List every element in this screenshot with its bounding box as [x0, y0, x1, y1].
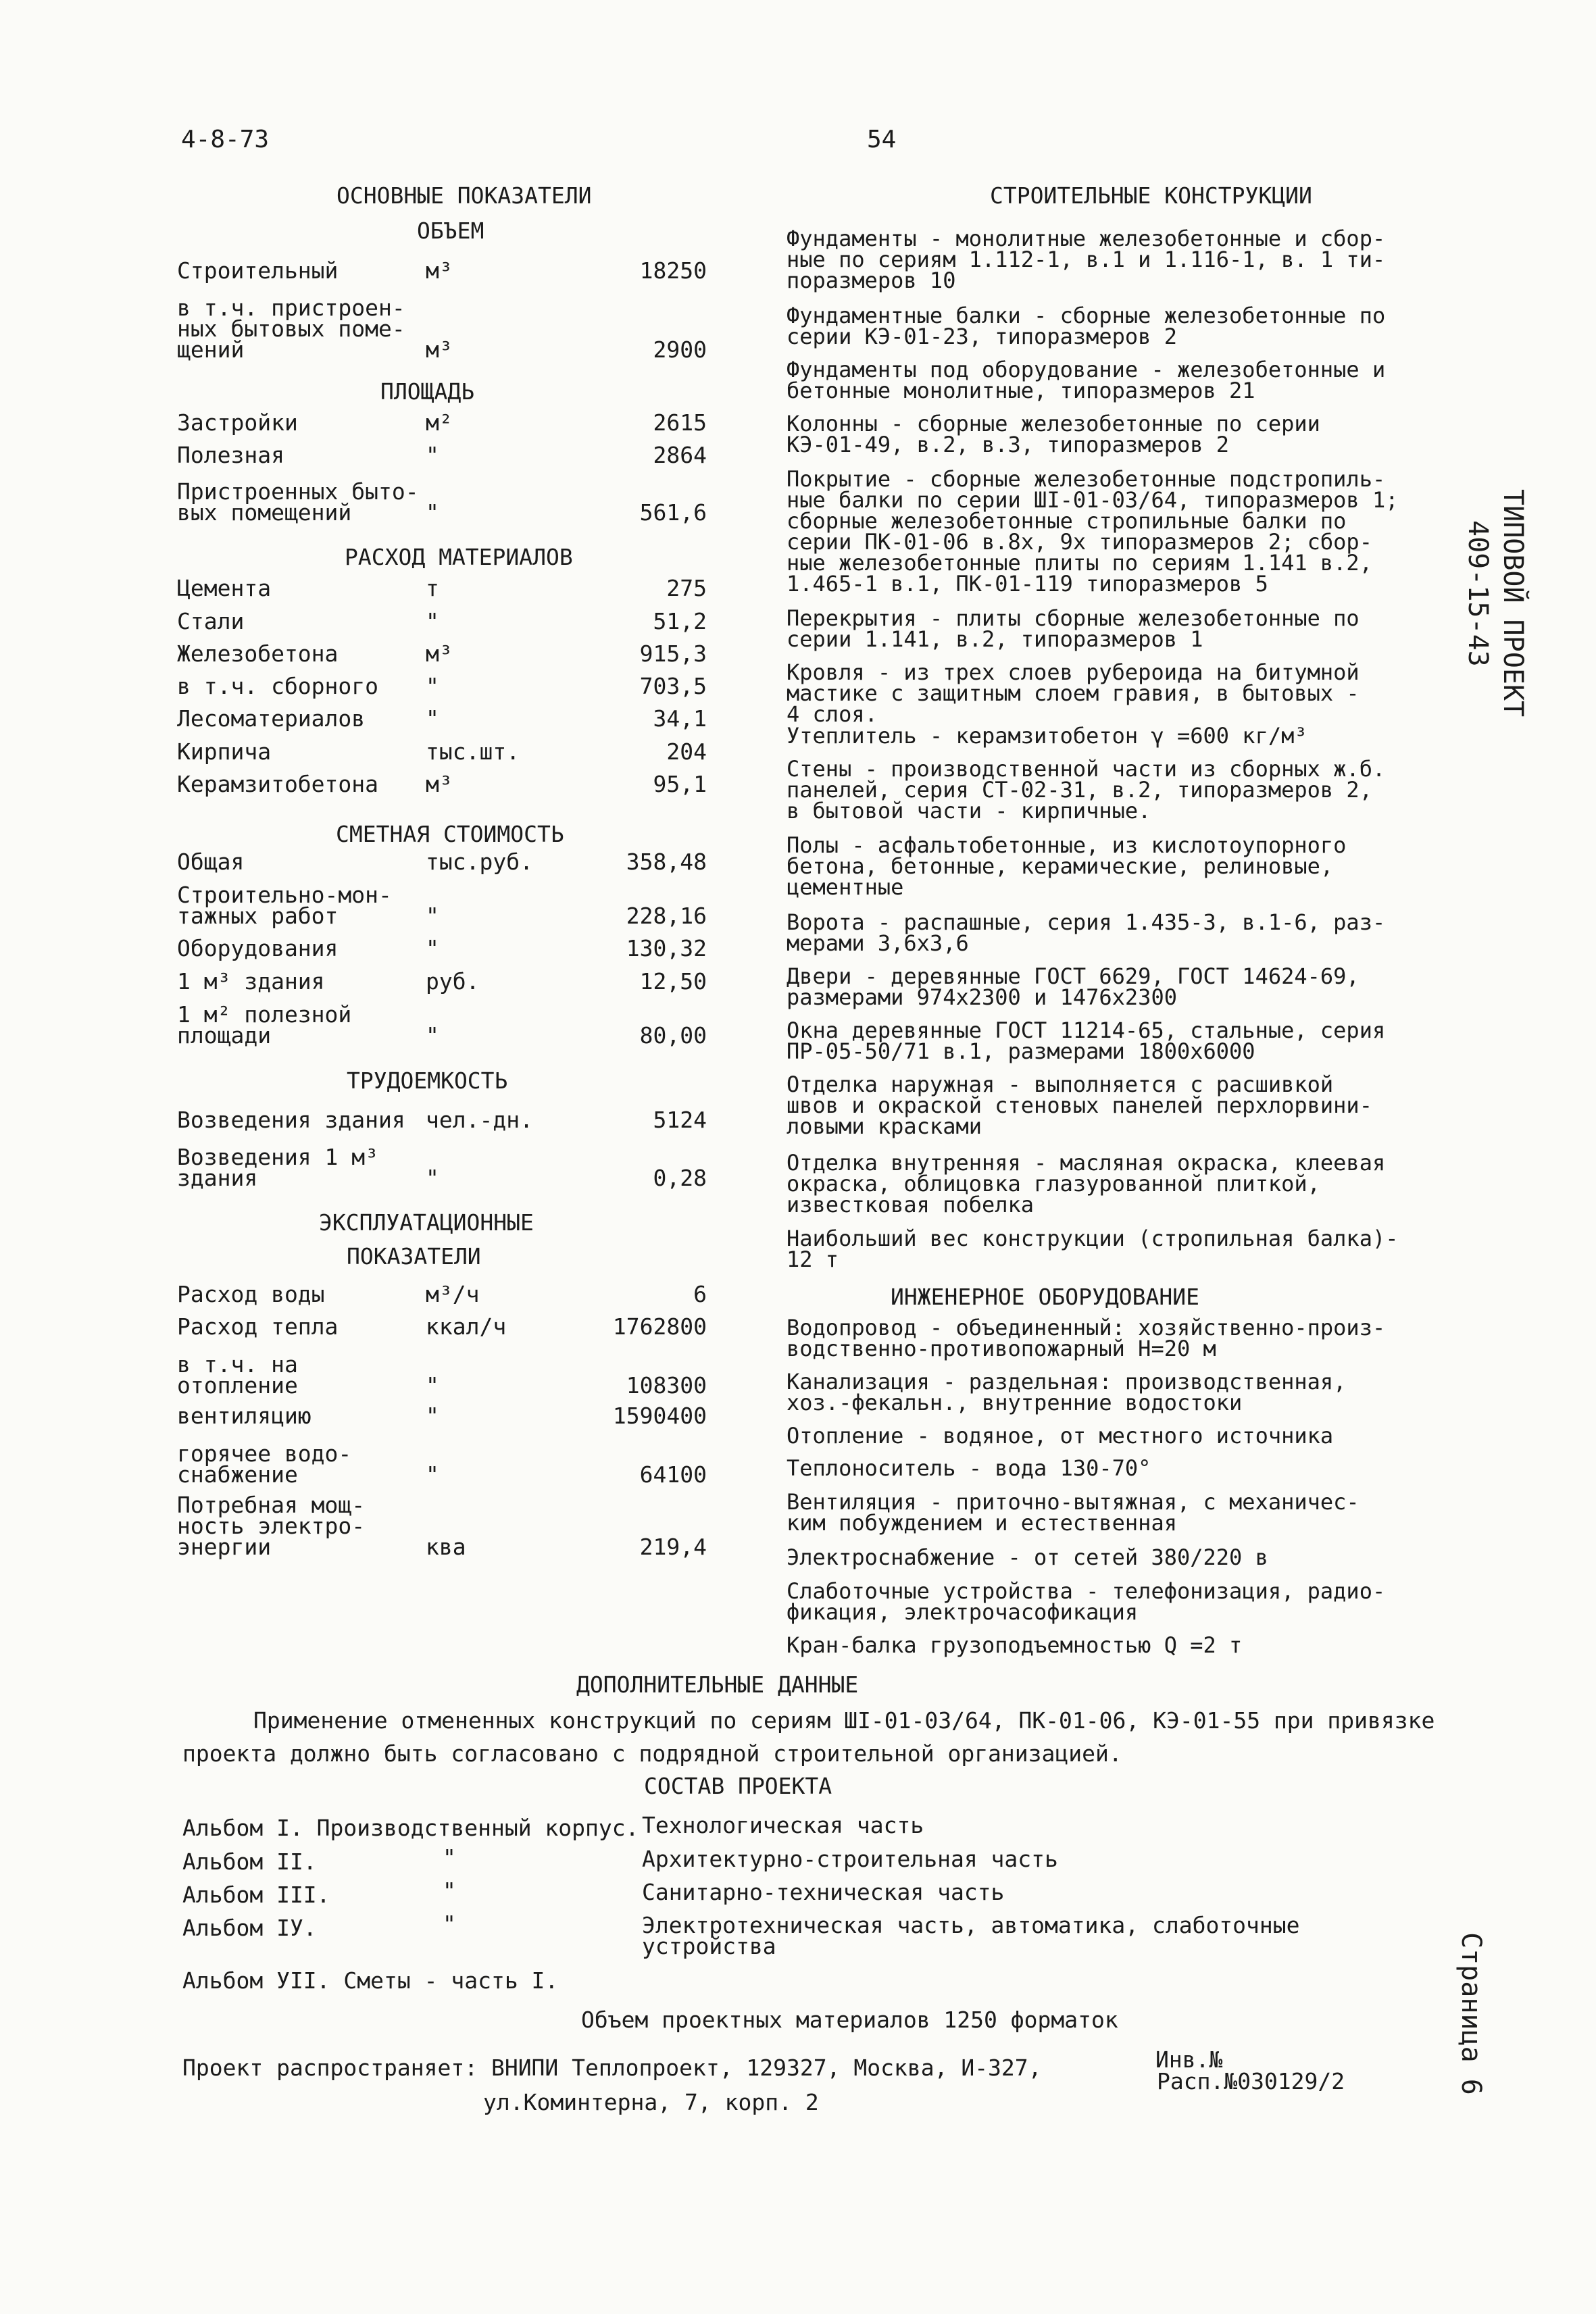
operation-heading: ЭКСПЛУАТАЦИОННЫЕ	[319, 1209, 534, 1236]
indicator-row: 1 м² полезной площади " 80,00	[177, 1001, 707, 1049]
engineering-item: Отопление - водяное, от местного источника	[787, 1423, 1334, 1449]
engineering-title: ИНЖЕНЕРНОЕ ОБОРУДОВАНИЕ	[891, 1284, 1199, 1310]
margin-project-title: ТИПОВОЙ ПРОЕКТ	[1497, 489, 1528, 718]
indicator-row: Стали " 51,2	[177, 608, 707, 634]
document-code: 4-8-73	[181, 126, 270, 153]
construction-item: Полы - асфальтобетонные, из кислотоупорного бетона, бетонные, керамические, релиновые, цементные	[787, 832, 1347, 900]
volume-heading: ОБЪЕМ	[417, 218, 484, 244]
construction-item: Наибольший вес конструкции (стропильная балка)- 12 т	[787, 1226, 1399, 1272]
indicator-row: Возведения здания чел.-дн. 5124	[177, 1107, 707, 1133]
album-name: Альбом I. Производственный корпус.	[182, 1815, 639, 1841]
indicator-row: Керамзитобетона м³ 95,1	[177, 771, 707, 797]
cost-heading: СМЕТНАЯ СТОИМОСТЬ	[336, 821, 564, 847]
page-number: 54	[867, 126, 897, 153]
indicator-row: Оборудования " 130,32	[177, 935, 707, 961]
construction-item: Ворота - распашные, серия 1.435-3, в.1-6, раз- мерами 3,6х3,6	[787, 909, 1386, 956]
engineering-item: Вентиляция - приточно-вытяжная, с механичес- ким побуждением и естественная	[787, 1489, 1360, 1536]
construction-item: Стены - производственной части из сборных ж.б. панелей, серия СТ-02-31, в.2, типоразмеров 2, в бытовой части - кирпичные.	[787, 756, 1386, 824]
indicator-row: горячее водо- снабжение " 64100	[177, 1440, 707, 1488]
additional-text-line-1: Применение отмененных конструкций по сериям ШI-01-03/64, ПК-01-06, КЭ-01-55 при привязке	[253, 1707, 1435, 1734]
operation-heading-2: ПОКАЗАТЕЛИ	[347, 1243, 481, 1269]
construction-item: Фундаменты - монолитные железобетонные и сбор- ные по сериям 1.112-1, в.1 и 1.116-1, в. 1 ти- поразмеров 10	[787, 226, 1386, 293]
indicator-row: Потребная мощ- ность электро- энергии ква 219,4	[177, 1492, 707, 1560]
margin-sheet-label: Страница 6	[1455, 1932, 1487, 2095]
indicator-row: в т.ч. сборного " 703,5	[177, 673, 707, 699]
labor-heading: ТРУДОЕМКОСТЬ	[347, 1067, 508, 1094]
indicator-row: Общая тыс.руб. 358,48	[177, 849, 707, 875]
indicator-row: Расход тепла ккал/ч 1762800	[177, 1313, 707, 1340]
album-name: Альбом II.	[182, 1848, 317, 1875]
indicator-row: Расход воды м³/ч 6	[177, 1281, 707, 1307]
construction-item: Фундаменты под оборудование - железобетонные и бетонные монолитные, типоразмеров 21	[787, 357, 1386, 403]
engineering-item: Кран-балка грузоподъемностью Q =2 т	[787, 1632, 1243, 1658]
engineering-item: Водопровод - объединенный: хозяйственно-произ- водственно-противопожарный Н=20 м	[787, 1315, 1386, 1361]
engineering-item: Слаботочные устройства - телефонизация, радио- фикация, электрочасофикация	[787, 1578, 1386, 1625]
indicator-row: Возведения 1 м³ здания " 0,28	[177, 1144, 707, 1191]
engineering-item: Электроснабжение - от сетей 380/220 в	[787, 1544, 1268, 1570]
construction-item: Покрытие - сборные железобетонные подстропиль- ные балки по серии ШI-01-03/64, типоразмеров 1; сборные железобетонные стропильные балки по серии ПК-01-06 в.8х, 9х типоразмеров 2; сбор- ные железобетонные плиты по сериям 1.141 в.2, 1.465-1 в.1, ПК-01-119 типоразмеров 5	[787, 466, 1399, 597]
construction-item: Двери - деревянные ГОСТ 6629, ГОСТ 14624-69, размерами 974х2300 и 1476х2300	[787, 963, 1360, 1010]
album-ditto: "	[443, 1844, 456, 1871]
construction-item: Окна деревянные ГОСТ 11214-65, стальные, серия ПР-05-50/71 в.1, размерами 1800х6000	[787, 1017, 1386, 1064]
engineering-item: Теплоноситель - вода 130-70°	[787, 1455, 1151, 1481]
materials-volume: Объем проектных материалов 1250 форматок	[581, 2007, 1118, 2033]
indicator-row: 1 м³ здания руб. 12,50	[177, 968, 707, 995]
construction-item: Колонны - сборные железобетонные по серии КЭ-01-49, в.2, в.3, типоразмеров 2	[787, 411, 1320, 457]
engineering-item: Канализация - раздельная: производственная, хоз.-фекальн., внутренние водостоки	[787, 1369, 1347, 1415]
indicator-row: Застройки м² 2615	[177, 409, 707, 436]
distributor-line-2: ул.Коминтерна, 7, корп. 2	[483, 2089, 819, 2115]
construction-item: Утеплитель - керамзитобетон γ =600 кг/м³	[787, 723, 1307, 749]
construction-item: Фундаментные балки - сборные железобетонные по серии КЭ-01-23, типоразмеров 2	[787, 303, 1386, 349]
indicator-row: Строительный м³ 18250	[177, 257, 707, 284]
album-ditto: "	[443, 1911, 456, 1937]
album-description: Архитектурно-строительная часть	[642, 1846, 1058, 1872]
album-description: Санитарно-техническая часть	[642, 1879, 1005, 1905]
indicator-row: Пристроенных быто- вых помещений " 561,6	[177, 478, 707, 526]
indicator-row: Цемента т 275	[177, 575, 707, 601]
indicator-row: Полезная " 2864	[177, 442, 707, 468]
distribution-number: Расп.№030129/2	[1157, 2068, 1345, 2094]
album-name: Альбом УII. Сметы - часть I.	[182, 1967, 559, 1994]
indicator-row: Железобетона м³ 915,3	[177, 640, 707, 667]
indicator-row: Лесоматериалов " 34,1	[177, 705, 707, 732]
additional-title: ДОПОЛНИТЕЛЬНЫЕ ДАННЫЕ	[576, 1671, 859, 1698]
construction-item: Перекрытия - плиты сборные железобетонные по серии 1.141, в.2, типоразмеров 1	[787, 605, 1360, 652]
area-heading: ПЛОЩАДЬ	[380, 378, 475, 405]
indicator-row: в т.ч. пристроен- ных бытовых поме- щений м³ 2900	[177, 295, 707, 363]
additional-text-line-2: проекта должно быть согласовано с подрядной строительной организацией.	[182, 1740, 1122, 1767]
album-description: Электротехническая часть, автоматика, слаботочные устройства	[642, 1912, 1300, 1959]
album-description: Технологическая часть	[642, 1812, 924, 1838]
construction-item: Отделка внутренняя - масляная окраска, клеевая окраска, облицовка глазурованной плиткой, известковая побелка	[787, 1150, 1386, 1217]
materials-heading: РАСХОД МАТЕРИАЛОВ	[345, 544, 573, 570]
distributor-line-1: Проект распространяет: ВНИПИ Теплопроект, 129327, Москва, И-327,	[182, 2055, 1042, 2081]
composition-title: СОСТАВ ПРОЕКТА	[644, 1773, 832, 1799]
inventory-number: Инв.№	[1155, 2046, 1223, 2073]
indicators-title: ОСНОВНЫЕ ПОКАЗАТЕЛИ	[336, 182, 592, 209]
constructions-title: СТРОИТЕЛЬНЫЕ КОНСТРУКЦИИ	[990, 182, 1312, 209]
album-name: Альбом IУ.	[182, 1915, 317, 1941]
indicator-row: Кирпича тыс.шт. 204	[177, 738, 707, 765]
album-ditto: "	[443, 1878, 456, 1904]
construction-item: Кровля - из трех слоев рубероида на битумной мастике с защитным слоем гравия, в бытовых - 4 слоя.	[787, 659, 1360, 727]
indicator-row: в т.ч. на отопление " 108300	[177, 1351, 707, 1399]
indicator-row: Строительно-мон- тажных работ " 228,16	[177, 882, 707, 929]
album-name: Альбом III.	[182, 1882, 330, 1908]
indicator-row: вентиляцию " 1590400	[177, 1403, 707, 1429]
construction-item: Отделка наружная - выполняется с расшивкой швов и окраской стеновых панелей перхлорвини- ловыми красками	[787, 1072, 1372, 1139]
margin-project-number: 409-15-43	[1462, 520, 1493, 667]
